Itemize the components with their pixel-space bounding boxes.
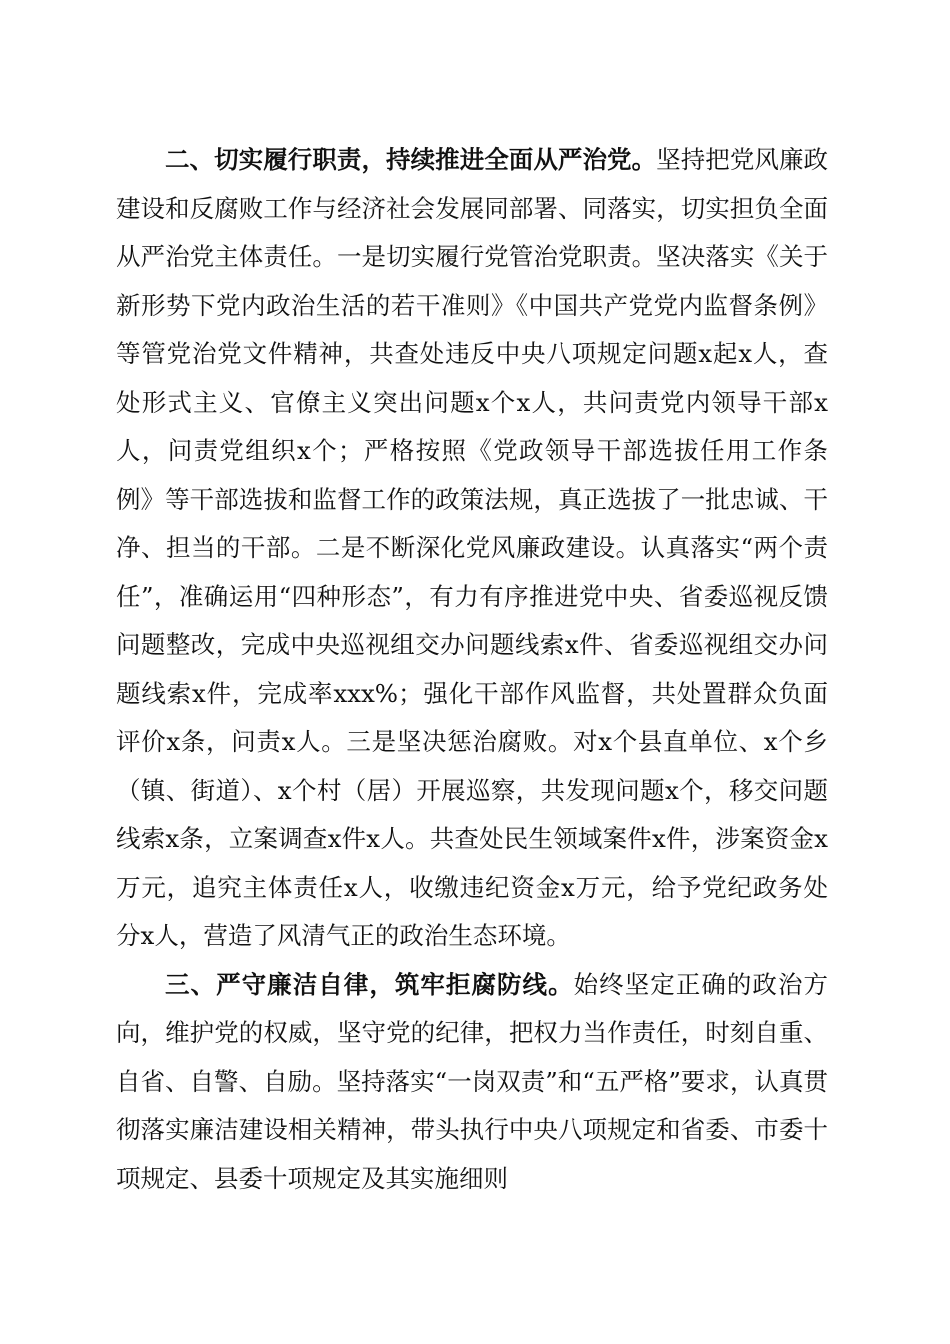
section-3-heading: 三、严守廉洁自律，筑牢拒腐防线。 xyxy=(165,969,574,999)
paragraph-section-2 xyxy=(116,136,828,961)
document-body xyxy=(116,136,828,1203)
section-2-heading: 二、切实履行职责，持续推进全面从严治党。 xyxy=(165,145,657,174)
section-3-text: 始终坚定正确的政治方向，维护党的权威，坚守党的纪律，把权力当作责任，时刻自重、自省、自警、自励。坚持落实“一岗双责”和“五严格”要求，认真贯彻落实廉洁建设相关精神，带头执行中央八项规定和省委、市委十项规定、县委十项规定及其实施细则 xyxy=(116,969,828,1193)
paragraph-section-3 xyxy=(116,961,828,1204)
section-2-text: 坚持把党风廉政建设和反腐败工作与经济社会发展同部署、同落实，切实担负全面从严治党主体责任。一是切实履行党管治党职责。坚决落实《关于新形势下党内政治生活的若干准则》《中国共产党党内监督条例》等管党治党文件精神，共查处违反中央八项规定问题x起x人，查处形式主义、官僚主义突出问题x个x人，共问责党内领导干部x人，问责党组织x个；严格按照《党政领导干部选拔任用工作条例》等干部选拔和监督工作的政策法规，真正选拔了一批忠诚、干净、担当的干部。二是不断深化党风廉政建设。认真落实“两个责任”，准确运用“四种形态”，有力有序推进党中央、省委巡视反馈问题整改，完成中央巡视组交办问题线索x件、省委巡视组交办问题线索x件，完成率xxx%；强化干部作风监督，共处置群众负面评价x条，问责x人。三是坚决惩治腐败。对x个县直单位、x个乡（镇、街道）、x个村（居）开展巡察，共发现问题x个，移交问题线索x条，立案调查x件x人。共查处民生领域案件x件，涉案资金x万元，追究主体责任x人，收缴违纪资金x万元，给予党纪政务处分x人，营造了风清气正的政治生态环境。 xyxy=(116,145,829,950)
